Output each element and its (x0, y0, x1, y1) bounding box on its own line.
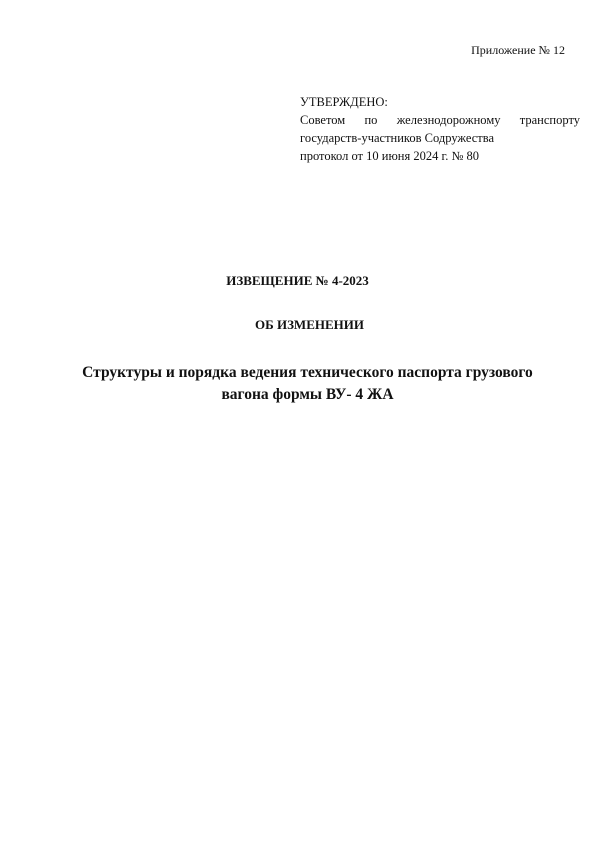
approval-line-states: государств-участников Содружества (300, 131, 495, 145)
subject-line-1: Структуры и порядка ведения технического паспорта грузового (82, 364, 533, 381)
subject-line-2: вагона формы ВУ- 4 ЖА (221, 386, 394, 403)
notice-title: ИЗВЕЩЕНИЕ № 4-2023 (226, 273, 369, 288)
document-subject (40, 362, 575, 406)
change-title: ОБ ИЗМЕНЕНИИ (255, 317, 364, 332)
appendix-number: Приложение № 12 (471, 43, 565, 57)
approval-line-council: Советом по железнодорожному транспорту (300, 113, 580, 127)
approval-label: УТВЕРЖДЕНО: (300, 95, 388, 109)
approval-line-protocol: протокол от 10 июня 2024 г. № 80 (300, 149, 479, 163)
approval-block (300, 93, 580, 165)
